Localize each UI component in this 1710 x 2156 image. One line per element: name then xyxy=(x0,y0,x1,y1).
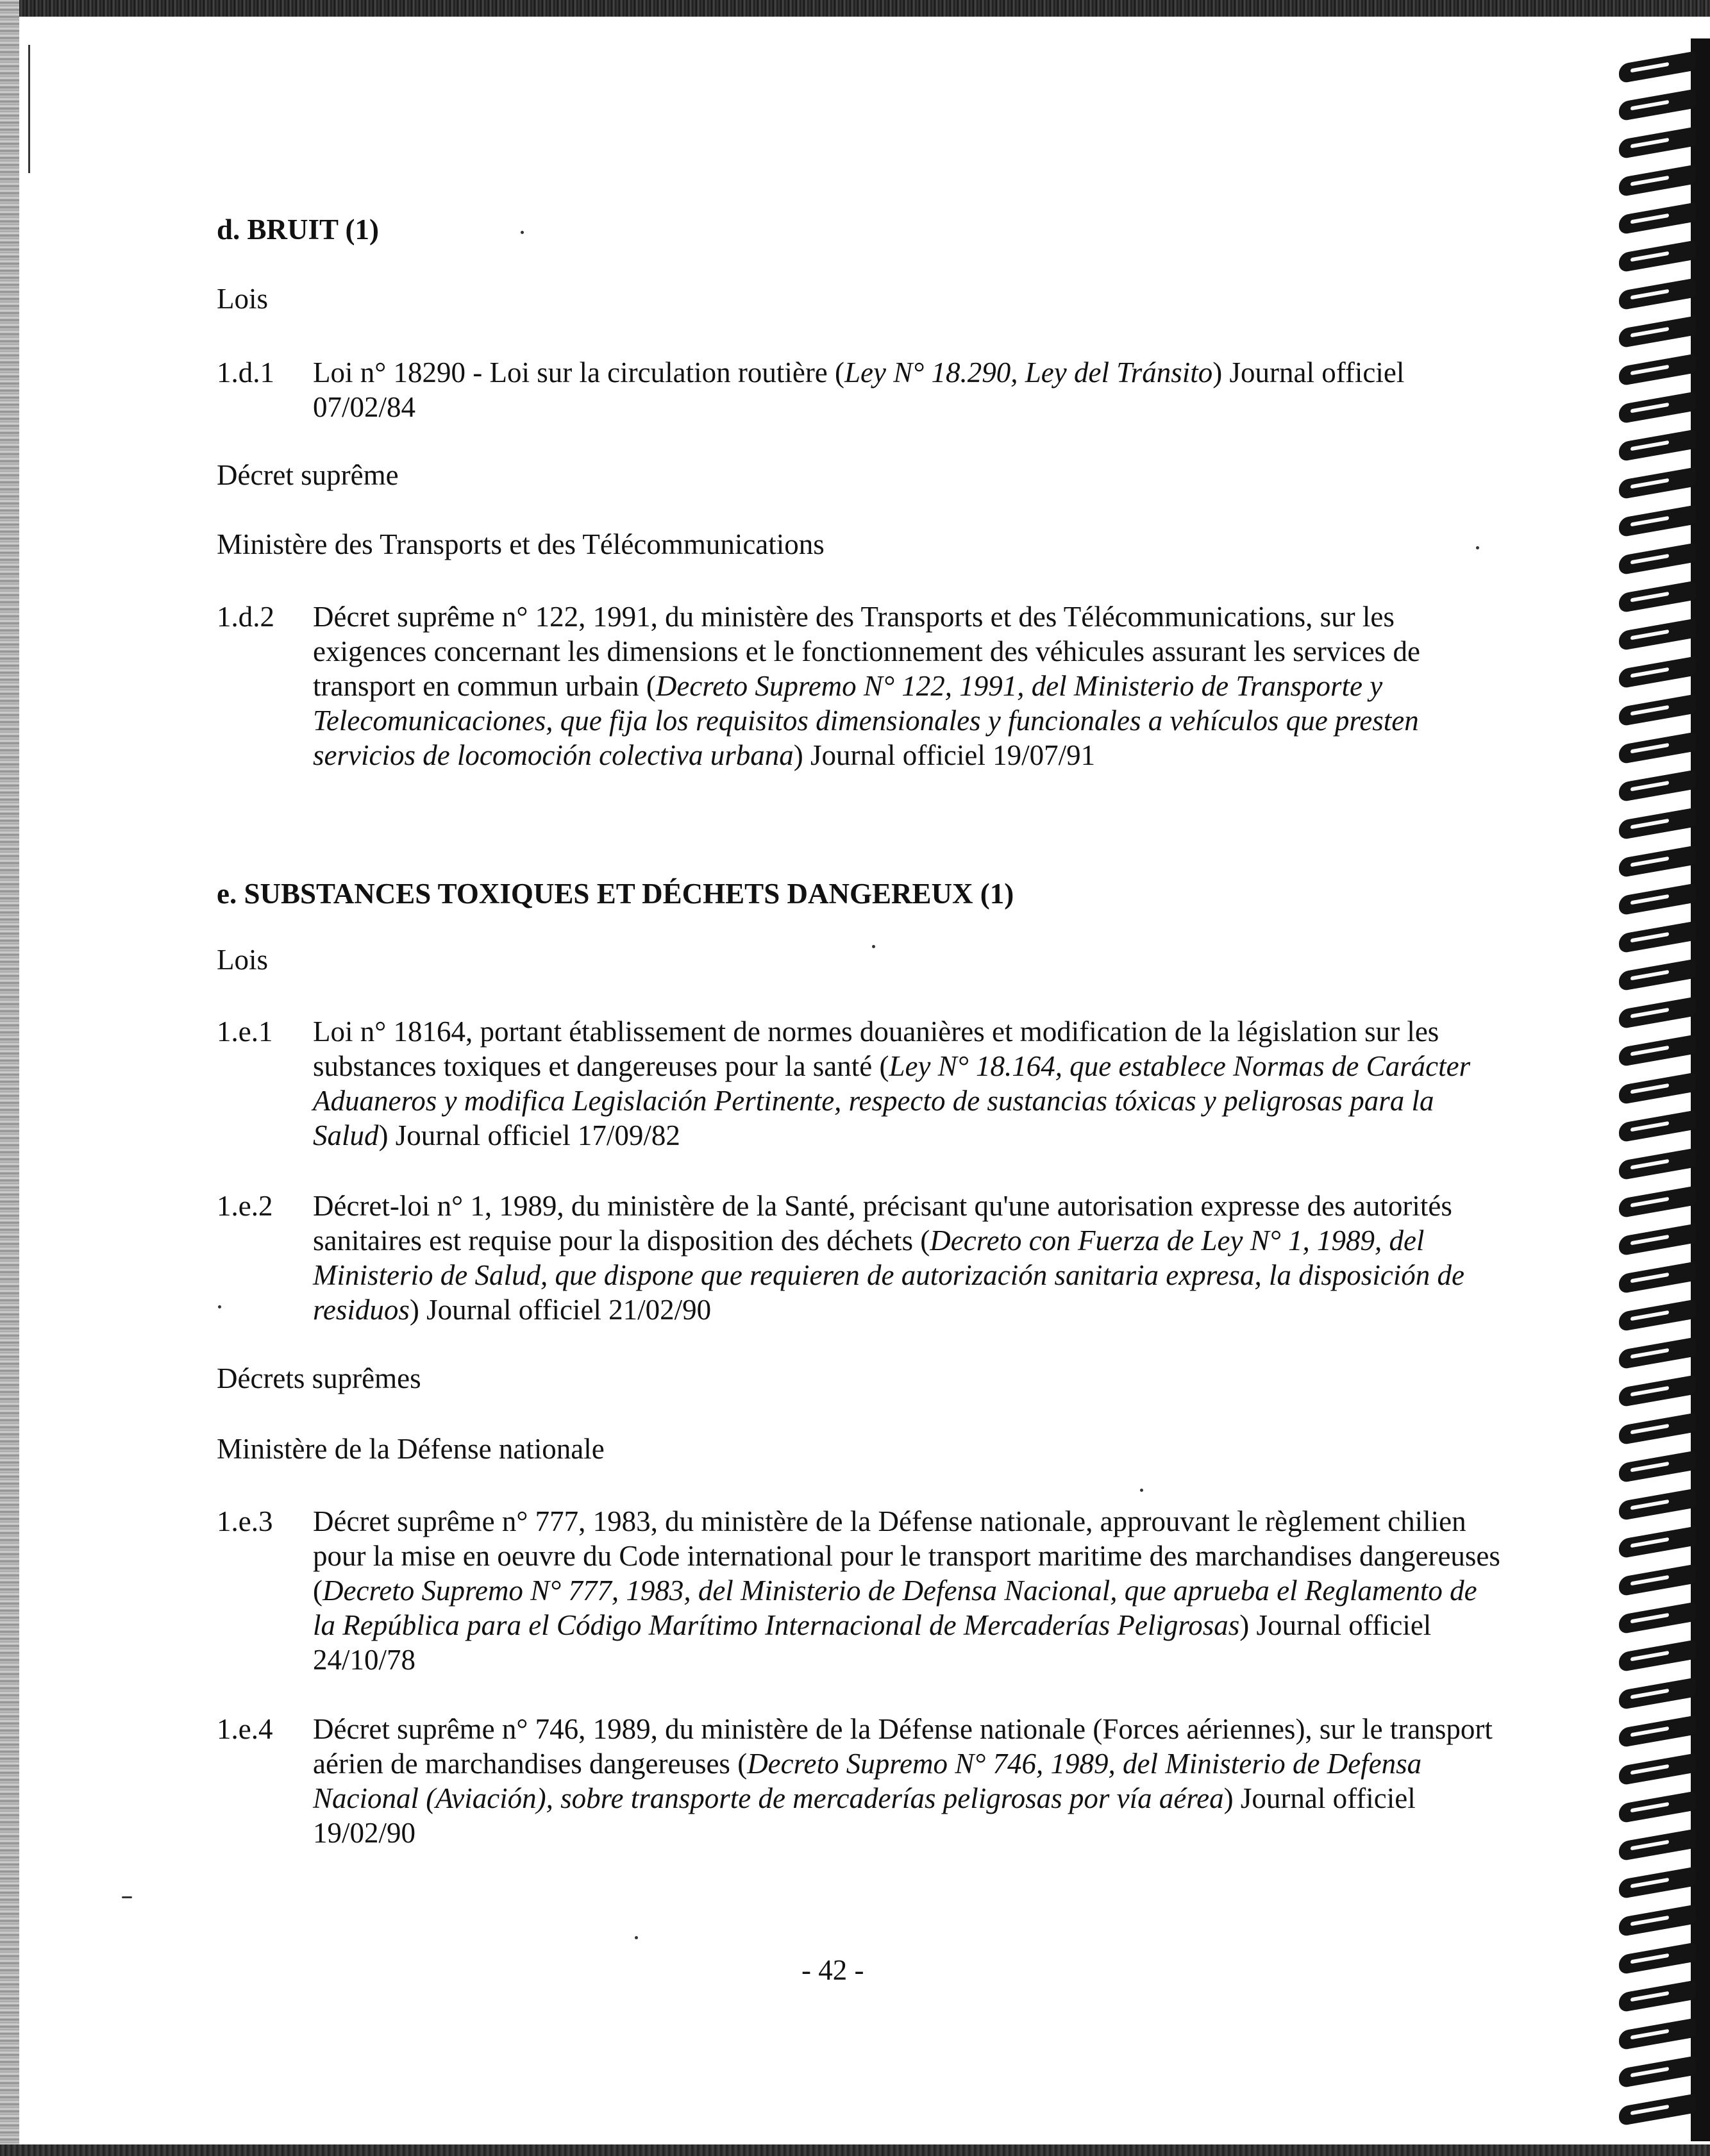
entry-1e3 xyxy=(217,1504,1505,1677)
binding-coil xyxy=(1619,1677,1696,1710)
binding-coil xyxy=(1619,807,1696,840)
ministry-label: Ministère de la Défense nationale xyxy=(217,1433,605,1465)
group-label-lois: Lois xyxy=(217,944,269,976)
entry-number: 1.e.4 xyxy=(217,1713,273,1745)
binding-coil xyxy=(1619,1375,1696,1407)
entry-number: 1.d.1 xyxy=(217,356,274,389)
binding-coil xyxy=(1619,2055,1696,2088)
scan-speck xyxy=(635,1936,638,1939)
entry-text xyxy=(313,1712,1505,1850)
binding-coil xyxy=(1619,1034,1696,1067)
binding-coil xyxy=(1619,1148,1696,1180)
binding-coil xyxy=(1619,1904,1696,1937)
binding-coil xyxy=(1619,1110,1696,1142)
binding-coil xyxy=(1619,1866,1696,1899)
group-label-decrets: Décrets suprêmes xyxy=(217,1362,421,1394)
binding-coil xyxy=(1619,88,1696,121)
group-label-decret: Décret suprême xyxy=(217,459,399,491)
entry-text-journal: ) Journal officiel 17/09/82 xyxy=(378,1119,680,1151)
scan-edge-top xyxy=(0,0,1710,17)
margin-mark xyxy=(28,45,30,173)
entry-text-french: Décret suprême n° 122, 1991, du ministère des Transports et des Télécommunications, sur les exigences concernant les dimensions et le fonctionnement des véhicules assurant les services de transport en commun urbain ( xyxy=(313,601,1420,702)
binding-coil xyxy=(1619,1639,1696,1672)
section-heading-e: e. SUBSTANCES TOXIQUES ET DÉCHETS DANGEREUX (1) xyxy=(217,878,1014,910)
binding-coil xyxy=(1619,1715,1696,1748)
binding-coil xyxy=(1619,694,1696,726)
binding-coil xyxy=(1619,1488,1696,1521)
scan-speck xyxy=(872,945,875,948)
binding-coil xyxy=(1619,1942,1696,1975)
entry-1d2 xyxy=(217,599,1505,773)
entry-text xyxy=(313,1189,1505,1327)
binding-coil xyxy=(1619,731,1696,764)
binding-coil xyxy=(1619,1412,1696,1445)
entry-text-journal: ) Journal officiel 24/10/78 xyxy=(313,1609,1432,1676)
scan-speck xyxy=(521,231,524,234)
binding-coil xyxy=(1619,2018,1696,2050)
scan-speck xyxy=(122,1896,132,1898)
spiral-binding xyxy=(1619,38,1710,2141)
binding-coil xyxy=(1619,883,1696,915)
binding-coil xyxy=(1619,845,1696,878)
scan-speck xyxy=(218,1305,221,1308)
binding-coil xyxy=(1619,1299,1696,1332)
binding-coil xyxy=(1619,429,1696,462)
entry-1e4 xyxy=(217,1712,1505,1850)
binding-coil xyxy=(1619,2093,1696,2126)
entry-number: 1.e.3 xyxy=(217,1505,273,1537)
binding-coil xyxy=(1619,202,1696,235)
entry-text-journal: ) Journal officiel 07/02/84 xyxy=(313,356,1405,423)
entry-text-french: Décret suprême n° 777, 1983, du ministère de la Défense nationale, approuvant le règlement chilien pour la mise en oeuvre du Code international pour le transport maritime des marchandises dangereuses ( xyxy=(313,1505,1500,1607)
binding-coil xyxy=(1619,51,1696,83)
binding-coil xyxy=(1619,1753,1696,1785)
entry-text-spanish: Decreto con Fuerza de Ley N° 1, 1989, del Ministerio de Salud, que dispone que requieren de autorización sanitaria expresa, la disposición de residuos xyxy=(313,1224,1465,1326)
binding-coil xyxy=(1619,542,1696,575)
binding-coil xyxy=(1619,996,1696,1029)
entry-number: 1.d.2 xyxy=(217,601,274,633)
binding-coil xyxy=(1619,353,1696,386)
binding-coil xyxy=(1619,1450,1696,1483)
section-heading-d: d. BRUIT (1) xyxy=(217,213,379,246)
entry-text-spanish: Decreto Supremo N° 746, 1989, del Ministerio de Defensa Nacional (Aviación), sobre transporte de mercaderías peligrosas por vía aérea xyxy=(313,1748,1422,1814)
binding-coil xyxy=(1619,921,1696,953)
binding-coil xyxy=(1619,580,1696,613)
binding-coil xyxy=(1619,505,1696,537)
entry-text-spanish: Ley N° 18.164, que establece Normas de Carácter Aduaneros y modifica Legislación Pertinente, respecto de sustancias tóxicas y peligrosas para la Salud xyxy=(313,1050,1471,1151)
scan-edge-left xyxy=(0,0,19,2156)
entry-text xyxy=(313,355,1505,424)
page-number: - 42 - xyxy=(801,1954,864,1986)
scan-speck xyxy=(1140,1489,1143,1492)
binding-coil xyxy=(1619,315,1696,348)
binding-coil xyxy=(1619,618,1696,651)
ministry-label: Ministère des Transports et des Télécommunications xyxy=(217,528,825,560)
binding-coil xyxy=(1619,126,1696,159)
entry-text xyxy=(313,1504,1505,1677)
entry-text-french: Décret suprême n° 746, 1989, du ministère de la Défense nationale (Forces aériennes), sur le transport aérien de marchandises dangereuses ( xyxy=(313,1713,1493,1780)
group-label-lois: Lois xyxy=(217,283,269,315)
binding-coil xyxy=(1619,391,1696,424)
binding-coil xyxy=(1619,1564,1696,1596)
entry-text-journal: ) Journal officiel 21/02/90 xyxy=(409,1294,712,1326)
binding-coil xyxy=(1619,1601,1696,1634)
binding-coil xyxy=(1619,1185,1696,1218)
entry-number: 1.e.2 xyxy=(217,1190,273,1222)
scan-speck xyxy=(1476,546,1479,549)
entry-1e1 xyxy=(217,1014,1505,1153)
entry-text-journal: ) Journal officiel 19/02/90 xyxy=(313,1782,1416,1849)
scan-edge-bottom xyxy=(0,2144,1710,2156)
entry-text-spanish: Decreto Supremo N° 122, 1991, del Ministerio de Transporte y Telecomunicaciones, que fija los requisitos dimensionales y funcionales a vehículos que presten servicios de locomoción colectiva urbana xyxy=(313,670,1419,771)
binding-coil xyxy=(1619,467,1696,499)
binding-coil xyxy=(1619,1828,1696,1861)
binding-coil xyxy=(1619,1072,1696,1105)
binding-coil xyxy=(1619,1791,1696,1823)
binding-coil xyxy=(1619,1337,1696,1369)
entry-text-spanish: Decreto Supremo N° 777, 1983, del Ministerio de Defensa Nacional, que aprueba el Reglamento de la República para el Código Marítimo Internacional de Mercaderías Peligrosas xyxy=(313,1575,1477,1641)
entry-text-french: Loi n° 18164, portant établissement de normes douanières et modification de la législation sur les substances toxiques et dangereuses pour la santé ( xyxy=(313,1015,1439,1082)
binding-coil xyxy=(1619,278,1696,310)
binding-coil xyxy=(1619,1261,1696,1294)
binding-coil xyxy=(1619,958,1696,991)
binding-coil xyxy=(1619,1526,1696,1559)
entry-1d1 xyxy=(217,355,1505,424)
binding-coil xyxy=(1619,656,1696,689)
binding-coil xyxy=(1619,164,1696,197)
entry-text-journal: ) Journal officiel 19/07/91 xyxy=(793,739,1096,771)
entry-1e2 xyxy=(217,1189,1505,1327)
binding-coil xyxy=(1619,769,1696,802)
entry-text-spanish: Ley N° 18.290, Ley del Tránsito xyxy=(844,356,1213,389)
entry-text-french: Décret-loi n° 1, 1989, du ministère de la Santé, précisant qu'une autorisation expresse des autorités sanitaires est requise pour la disposition des déchets ( xyxy=(313,1190,1452,1257)
entry-text xyxy=(313,1014,1505,1153)
entry-number: 1.e.1 xyxy=(217,1015,273,1048)
entry-text xyxy=(313,599,1505,773)
binding-coil xyxy=(1619,240,1696,272)
entry-text-french: Loi n° 18290 - Loi sur la circulation routière ( xyxy=(313,356,845,389)
binding-coil xyxy=(1619,1223,1696,1256)
binding-coil xyxy=(1619,1980,1696,2012)
